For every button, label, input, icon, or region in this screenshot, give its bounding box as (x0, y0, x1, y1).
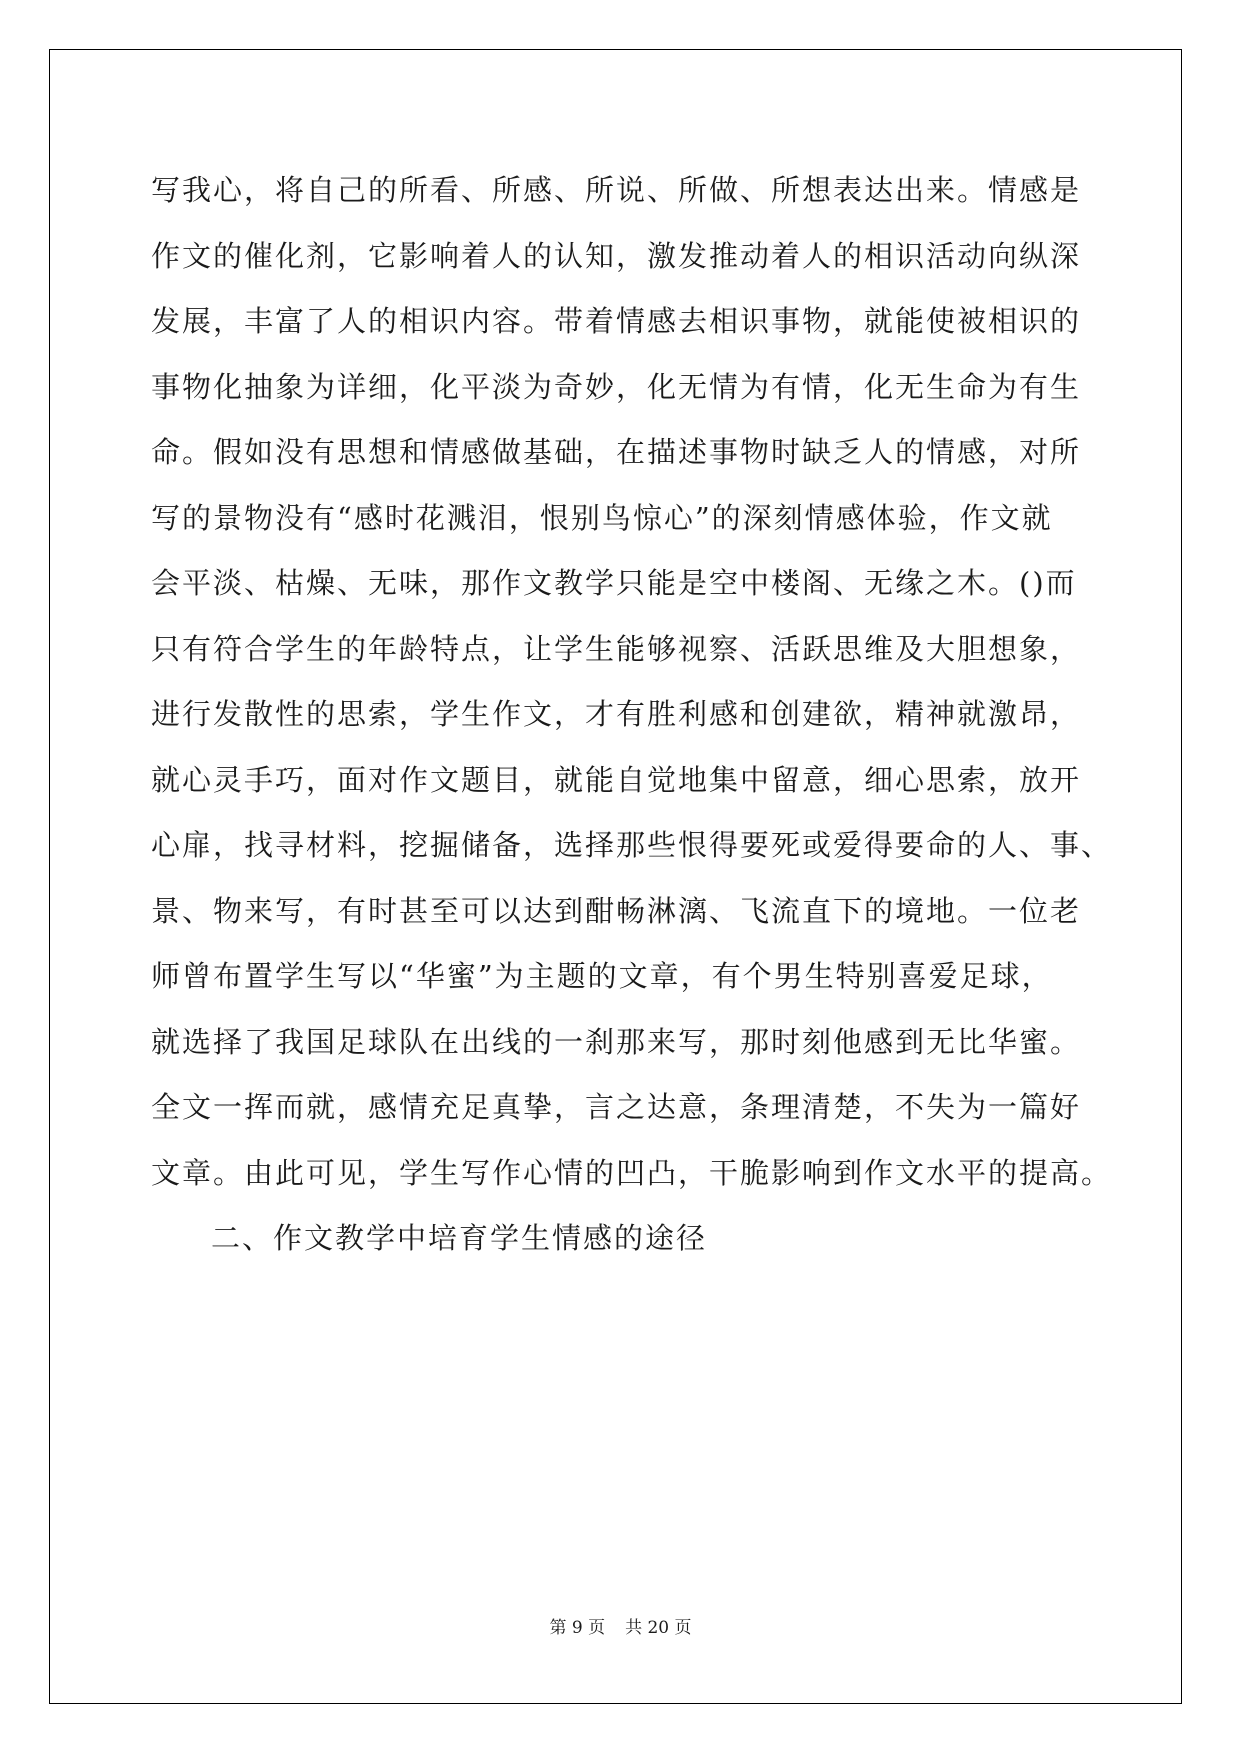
text-line: 文章。由此可见，学生写作心情的凹凸，干脆影响到作文水平的提高。 (151, 1155, 1113, 1190)
section-heading: 二、作文教学中培育学生情感的途径 (211, 1221, 708, 1255)
text-line: 写我心，将自己的所看、所感、所说、所做、所想表达出来。情感是 (151, 173, 1082, 207)
text-line: 会平淡、枯燥、无味，那作文教学只能是空中楼阁、无缘之木。()而 (151, 566, 1077, 600)
text-line: 景、物来写，有时甚至可以达到酣畅淋漓、飞流直下的境地。一位老 (151, 893, 1082, 928)
text-line: 事物化抽象为详细，化平淡为奇妙，化无情为有情，化无生命为有生 (151, 369, 1082, 404)
text-line: 发展，丰富了人的相识内容。带着情感去相识事物，就能使被相识的 (151, 304, 1082, 338)
body-text (151, 158, 1113, 1272)
text-line: 心扉，找寻材料，挖掘储备，选择那些恨得要死或爱得要命的人、事、 (151, 828, 1113, 862)
text-line: 命。假如没有思想和情感做基础，在描述事物时缺乏人的情感，对所 (151, 435, 1082, 469)
text-line: 就心灵手巧，面对作文题目，就能自觉地集中留意，细心思索，放开 (151, 762, 1082, 797)
page-footer (0, 1613, 1241, 1638)
text-line: 只有符合学生的年龄特点，让学生能够视察、活跃思维及大胆想象， (151, 631, 1082, 666)
text-line: 就选择了我国足球队在出线的一刹那来写，那时刻他感到无比华蜜。 (151, 1024, 1082, 1059)
text-line: 师曾布置学生写以“华蜜”为主题的文章，有个男生特别喜爱足球， (151, 959, 1053, 993)
text-line: 进行发散性的思索，学生作文，才有胜利感和创建欲，精神就激昂， (151, 697, 1082, 731)
text-line: 全文一挥而就，感情充足真挚，言之达意，条理清楚，不失为一篇好 (151, 1090, 1082, 1124)
page-number: 第 9 页 (549, 1618, 606, 1638)
text-line: 写的景物没有“感时花溅泪，恨别鸟惊心”的深刻情感体验，作文就 (151, 500, 1053, 535)
text-line: 作文的催化剂，它影响着人的认知，激发推动着人的相识活动向纵深 (151, 238, 1082, 273)
page-total: 共 20 页 (625, 1618, 692, 1638)
